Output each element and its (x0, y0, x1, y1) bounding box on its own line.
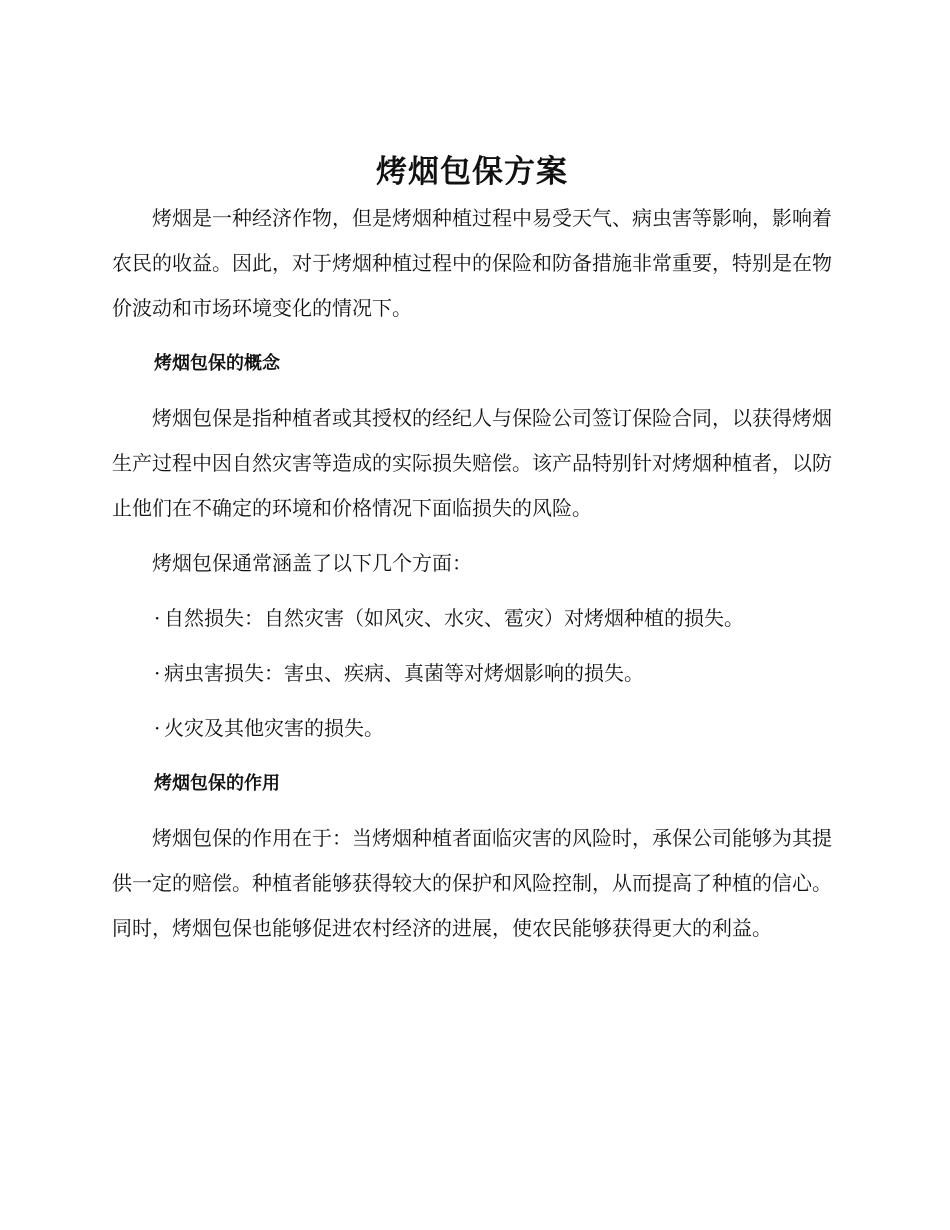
bullet-item-natural-loss (112, 596, 832, 641)
spacer (112, 531, 832, 541)
spacer (112, 386, 832, 396)
bullet-dot-icon: · (154, 716, 161, 740)
section-heading-role: 烤烟包保的作用 (154, 773, 280, 794)
spacer (112, 751, 832, 761)
coverage-intro-paragraph: 烤烟包保通常涵盖了以下几个方面： (152, 551, 472, 575)
bullet-item-pest-loss (112, 651, 832, 696)
spacer (112, 806, 832, 816)
spacer (112, 641, 832, 651)
bullet-item-fire-loss (112, 706, 832, 751)
bullet-text: 火灾及其他灾害的损失。 (164, 716, 384, 740)
spacer (112, 586, 832, 596)
spacer (112, 331, 832, 341)
bullet-text: 病虫害损失：害虫、疾病、真菌等对烤烟影响的损失。 (164, 661, 644, 685)
concept-paragraph: 烤烟包保是指种植者或其授权的经纪人与保险公司签订保险合同，以获得烤烟生产过程中因自然灾害等造成的实际损失赔偿。该产品特别针对烤烟种植者，以防止他们在不确定的环境和价格情况下面临损失的风险。 (112, 406, 832, 520)
intro-paragraph: 烤烟是一种经济作物，但是烤烟种植过程中易受天气、病虫害等影响，影响着农民的收益。因此，对于烤烟种植过程中的保险和防备措施非常重要，特别是在物价波动和市场环境变化的情况下。 (112, 206, 832, 320)
spacer (112, 696, 832, 706)
bullet-dot-icon: · (154, 661, 161, 685)
document-body (112, 148, 832, 951)
bullet-dot-icon: · (154, 606, 161, 630)
document-title: 烤烟包保方案 (376, 154, 568, 190)
role-paragraph: 烤烟包保的作用在于：当烤烟种植者面临灾害的风险时，承保公司能够为其提供一定的赔偿。种植者能够获得较大的保护和风险控制，从而提高了种植的信心。同时，烤烟包保也能够促进农村经济的进展，使农民能够获得更大的利益。 (112, 826, 832, 940)
bullet-text: 自然损失：自然灾害（如风灾、水灾、雹灾）对烤烟种植的损失。 (164, 606, 744, 630)
section-heading-concept: 烤烟包保的概念 (154, 353, 280, 374)
